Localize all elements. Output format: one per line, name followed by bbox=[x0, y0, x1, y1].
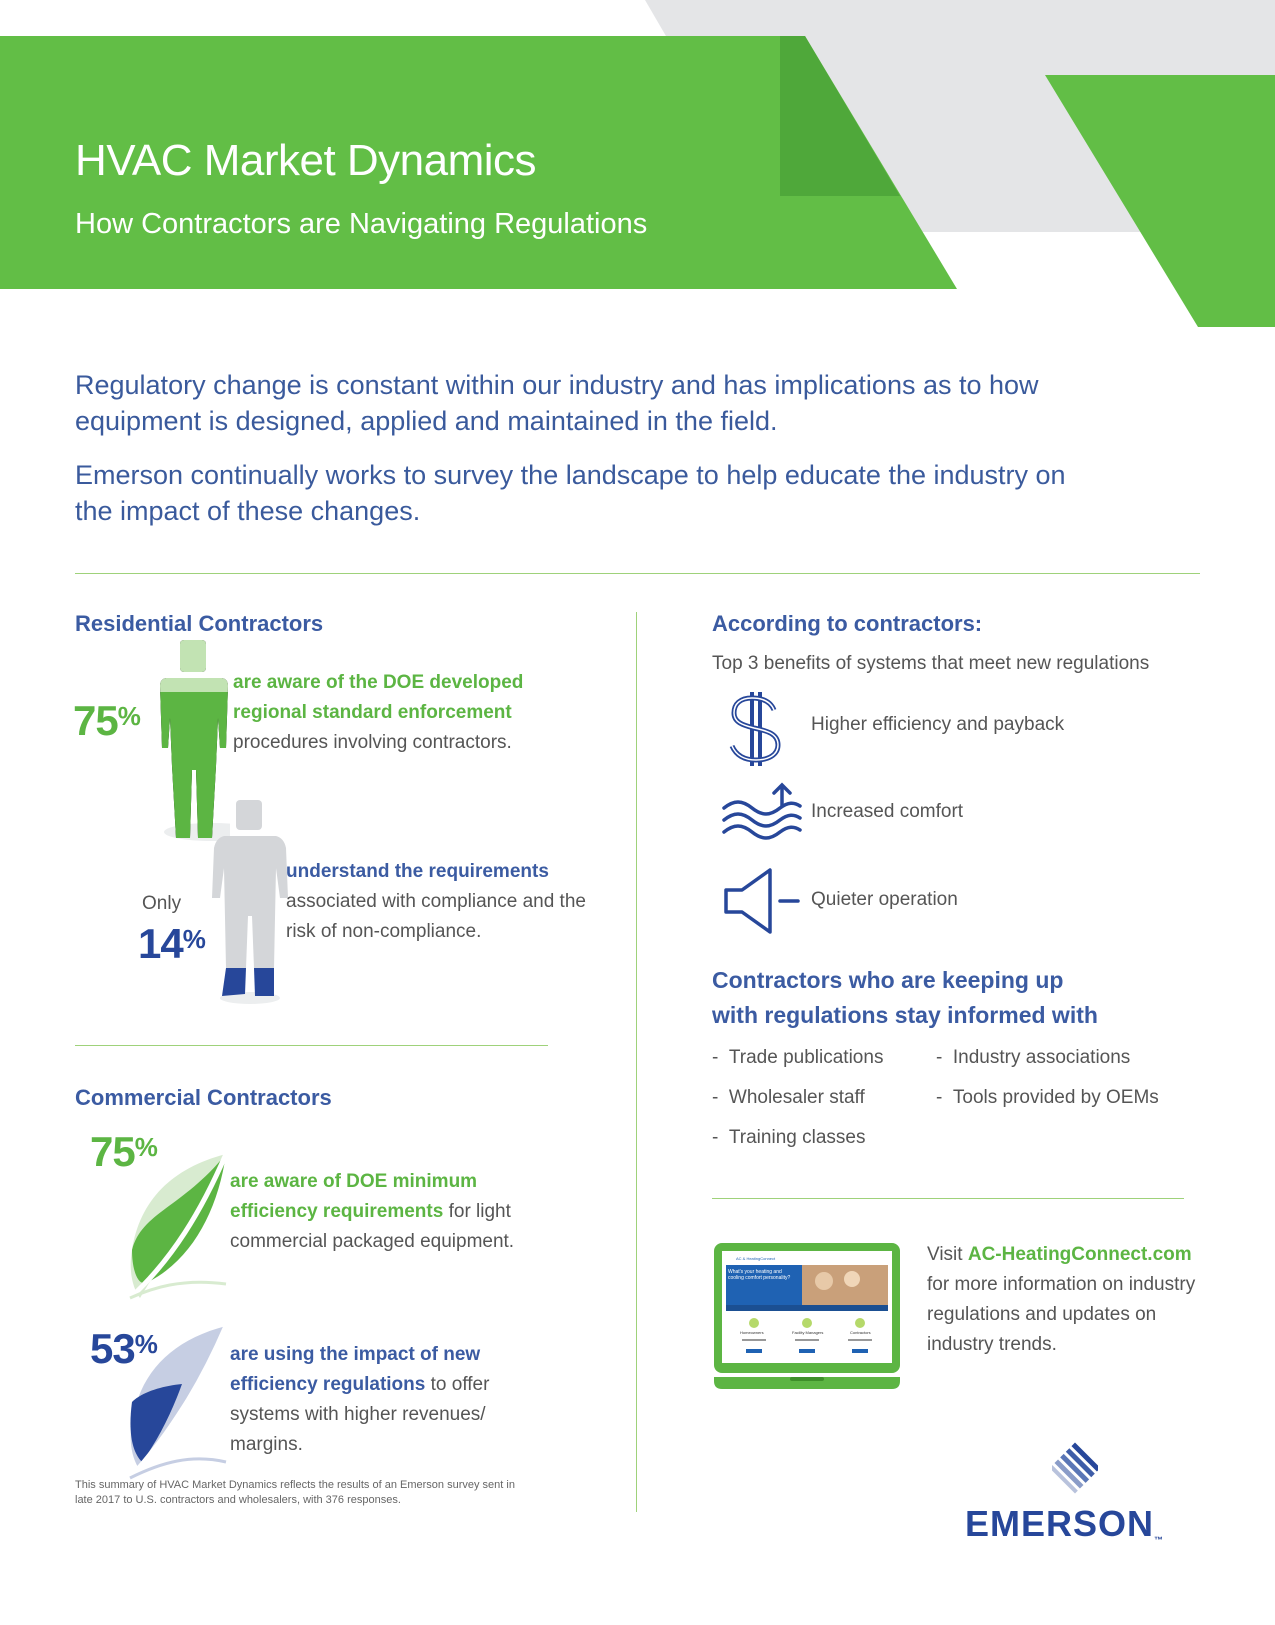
commercial-stat2-rest: to offer systems with higher revenues/ margins. bbox=[230, 1374, 490, 1455]
footnote: This summary of HVAC Market Dynamics reflects the results of an Emerson survey sent in late 2017 to U.S. contractors and wholesalers, with 376 responses. bbox=[75, 1479, 515, 1506]
intro-text-2: Emerson continually works to survey the landscape to help educate the industry on the impact of these changes. bbox=[75, 460, 1066, 526]
residential-divider bbox=[75, 1045, 548, 1046]
commercial-stat2-text bbox=[230, 1340, 530, 1460]
leaf-green-icon bbox=[122, 1150, 232, 1302]
intro-paragraph-1 bbox=[75, 367, 1095, 439]
emerson-logo-icon bbox=[1052, 1436, 1098, 1500]
residential-stat1-number: 75 bbox=[73, 697, 118, 744]
commercial-stat1-highlight: are aware of DOE minimum efficiency requirements bbox=[230, 1171, 478, 1222]
benefits-title: According to contractors: bbox=[712, 611, 983, 636]
informed-item: - Training classes bbox=[712, 1127, 866, 1148]
informed-item: - Industry associations bbox=[936, 1047, 1131, 1068]
benefit-label-3: Quieter operation bbox=[811, 889, 958, 910]
informed-item-label: Trade publications bbox=[728, 1047, 884, 1068]
benefit-label-1: Higher efficiency and payback bbox=[811, 714, 1065, 735]
benefits-subtitle: Top 3 benefits of systems that meet new regulations bbox=[712, 653, 1150, 674]
laptop-hero-text: What's your heating and cooling comfort personality? bbox=[728, 1269, 791, 1281]
emerson-logo-text bbox=[965, 1503, 1164, 1545]
residential-stat1-value bbox=[73, 697, 140, 745]
residential-stat1-text bbox=[233, 668, 573, 758]
residential-title: Residential Contractors bbox=[75, 611, 324, 636]
informed-item: - Wholesaler staff bbox=[712, 1087, 865, 1108]
informed-item-label: Wholesaler staff bbox=[728, 1087, 865, 1108]
informed-item: - Tools provided by OEMs bbox=[936, 1087, 1159, 1108]
commercial-stat1-text bbox=[230, 1167, 550, 1257]
informed-title-line2: with regulations stay informed with bbox=[712, 1002, 1098, 1028]
informed-item: - Trade publications bbox=[712, 1047, 884, 1068]
residential-stat2-number: 14 bbox=[138, 920, 183, 967]
residential-stat1-highlight: are aware of the DOE developed regional standard enforcement bbox=[233, 672, 524, 723]
page-subtitle: How Contractors are Navigating Regulations bbox=[75, 208, 648, 240]
page-title: HVAC Market Dynamics bbox=[75, 136, 537, 185]
informed-item-label: Tools provided by OEMs bbox=[952, 1087, 1159, 1108]
speaker-icon bbox=[722, 866, 802, 936]
visit-text bbox=[927, 1240, 1217, 1360]
commercial-title: Commercial Contractors bbox=[75, 1085, 332, 1110]
trademark-symbol: ™ bbox=[1154, 1535, 1165, 1545]
laptop-col-1: Homeowners bbox=[740, 1330, 764, 1335]
intro-text-1: Regulatory change is constant within our industry and has implications as to how equipment is designed, applied and maintained in the field. bbox=[75, 370, 1039, 436]
visit-rest: for more information on industry regulations and updates on industry trends. bbox=[927, 1274, 1196, 1355]
commercial-stat1-rest: for light commercial packaged equipment. bbox=[230, 1201, 515, 1252]
informed-item-label: Training classes bbox=[728, 1127, 866, 1148]
residential-stat1-rest: procedures involving contractors. bbox=[233, 732, 512, 753]
percent-sign: % bbox=[182, 924, 205, 954]
section-divider bbox=[75, 573, 1200, 574]
leaf-blue-icon bbox=[122, 1322, 232, 1482]
informed-divider bbox=[712, 1198, 1184, 1199]
commercial-stat2-number: 53 bbox=[90, 1325, 135, 1372]
residential-stat2-text bbox=[286, 857, 586, 947]
brand-name: EMERSON bbox=[965, 1503, 1155, 1544]
commercial-stat2-highlight: are using the impact of new efficiency regulations bbox=[230, 1344, 481, 1395]
laptop-site-name: AC & HeatingConnect bbox=[736, 1256, 776, 1261]
commercial-stat1-number: 75 bbox=[90, 1128, 135, 1175]
visit-link[interactable]: AC-HeatingConnect.com bbox=[967, 1244, 1192, 1265]
comfort-waves-icon bbox=[720, 782, 804, 842]
person-gray-icon bbox=[210, 798, 290, 1008]
laptop-col-2: Facility Managers bbox=[792, 1330, 824, 1335]
informed-title-line1: Contractors who are keeping up bbox=[712, 967, 1064, 993]
benefit-label-2: Increased comfort bbox=[811, 801, 964, 822]
informed-item-label: Industry associations bbox=[952, 1047, 1131, 1068]
percent-sign: % bbox=[117, 701, 140, 731]
percent-sign: % bbox=[134, 1132, 157, 1162]
residential-stat2-prefix: Only bbox=[142, 893, 182, 914]
laptop-icon bbox=[712, 1241, 904, 1391]
dollar-icon bbox=[722, 688, 792, 768]
residential-stat2-rest: associated with compliance and the risk of non-compliance. bbox=[286, 891, 586, 942]
laptop-illustration bbox=[712, 1241, 904, 1391]
laptop-col-3: Contractors bbox=[850, 1330, 871, 1335]
intro-paragraph-2 bbox=[75, 457, 1095, 529]
visit-prefix: Visit bbox=[927, 1244, 968, 1265]
percent-sign: % bbox=[134, 1329, 157, 1359]
residential-stat2-highlight: understand the requirements bbox=[286, 861, 549, 882]
residential-stat2-value bbox=[138, 920, 205, 968]
column-divider bbox=[636, 612, 637, 1512]
